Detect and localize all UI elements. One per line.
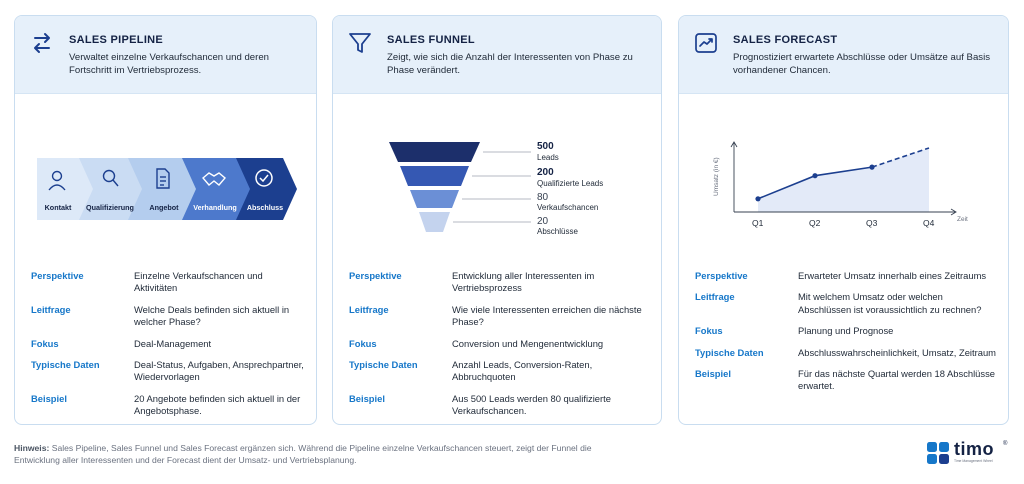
row-value: Entwicklung aller Interessenten im Vertriebsprozess bbox=[452, 270, 595, 294]
pipeline-stage-label: Angebot bbox=[149, 203, 179, 212]
row-value: Aus 500 Leads werden 80 qualifizierte Verkaufschancen. bbox=[452, 392, 611, 417]
data-point bbox=[755, 196, 760, 201]
funnel-stage-qualified bbox=[400, 166, 469, 186]
row-key: Fokus bbox=[349, 337, 377, 349]
row-value: 20 Angebote befinden sich aktuell in der Angebotsphase. bbox=[134, 392, 301, 417]
row-value: Anzahl Leads, Conversion-Raten, Abbruchquoten bbox=[452, 359, 593, 383]
footer-label: Hinweis: bbox=[14, 443, 50, 453]
x-tick-label: Q4 bbox=[923, 218, 935, 228]
row-value: Wie viele Interessenten erreichen die nächste Phase? bbox=[452, 303, 642, 328]
info-row bbox=[31, 393, 306, 418]
card-header bbox=[333, 16, 661, 94]
row-key: Leitfrage bbox=[31, 303, 71, 315]
row-key: Typische Daten bbox=[349, 359, 418, 371]
row-value: Abschlusswahrscheinlichkeit, Umsatz, Zeitraum bbox=[798, 346, 996, 358]
swap-arrows-icon bbox=[29, 30, 55, 56]
info-row bbox=[695, 368, 998, 393]
row-key: Typische Daten bbox=[31, 359, 100, 371]
info-row bbox=[349, 270, 651, 295]
row-value: Erwarteter Umsatz innerhalb eines Zeitraums bbox=[798, 270, 987, 281]
logo-registered-mark: ® bbox=[1003, 441, 1008, 447]
sales-pipeline-card bbox=[14, 15, 317, 425]
row-key: Typische Daten bbox=[695, 346, 764, 358]
pipeline-stage-label: Verhandlung bbox=[193, 203, 237, 212]
funnel-value: 80 bbox=[537, 192, 549, 203]
footer-note bbox=[14, 442, 614, 467]
info-row bbox=[695, 347, 998, 359]
row-value: Planung und Prognose bbox=[798, 325, 894, 337]
row-key: Leitfrage bbox=[695, 291, 735, 303]
info-table bbox=[31, 270, 306, 425]
info-table bbox=[695, 270, 998, 402]
row-key: Fokus bbox=[31, 337, 59, 349]
card-header bbox=[679, 16, 1008, 94]
row-key: Perspektive bbox=[31, 270, 84, 281]
row-value: Conversion und Mengenentwicklung bbox=[452, 337, 604, 349]
card-description: Zeigt, wie sich die Anzahl der Interessenten von Phase zu Phase verändert. bbox=[387, 52, 633, 76]
card-title: SALES FUNNEL bbox=[387, 34, 475, 46]
row-value: Für das nächste Quartal werden 18 Abschlüsse erwartet. bbox=[798, 368, 995, 392]
info-row bbox=[349, 338, 651, 350]
row-value: Deal-Status, Aufgaben, Ansprechpartner, Wiedervorlagen bbox=[134, 359, 304, 383]
pipeline-diagram bbox=[15, 108, 316, 258]
funnel-label: Leads bbox=[537, 153, 559, 162]
funnel-diagram bbox=[333, 108, 661, 258]
pipeline-stage-label: Abschluss bbox=[246, 203, 284, 212]
card-description: Verwaltet einzelne Verkaufschancen und deren Fortschritt im Vertriebsprozess. bbox=[69, 52, 270, 76]
row-key: Beispiel bbox=[31, 392, 67, 404]
logo-tagline: Time Management Wheel bbox=[954, 459, 993, 463]
funnel-label: Qualifizierte Leads bbox=[537, 179, 604, 188]
card-title: SALES FORECAST bbox=[733, 34, 838, 46]
row-key: Beispiel bbox=[349, 392, 385, 404]
info-row bbox=[695, 291, 998, 316]
data-point bbox=[869, 165, 874, 170]
pipeline-stage-label: Qualifizierung bbox=[86, 203, 134, 212]
row-key: Fokus bbox=[695, 325, 723, 337]
info-table bbox=[349, 270, 651, 425]
funnel-value: 20 bbox=[537, 216, 549, 227]
info-row bbox=[349, 393, 651, 418]
x-tick-label: Q2 bbox=[809, 218, 821, 228]
card-header bbox=[15, 16, 316, 94]
info-row bbox=[349, 359, 651, 384]
card-description: Prognostiziert erwartete Abschlüsse oder Umsätze auf Basis vorhandener Chancen. bbox=[733, 52, 991, 76]
info-row bbox=[31, 304, 306, 329]
row-key: Beispiel bbox=[695, 368, 731, 380]
row-value: Einzelne Verkaufschancen und Aktivitäten bbox=[134, 270, 263, 294]
info-row bbox=[31, 338, 306, 350]
info-row bbox=[695, 270, 998, 282]
timo-logo-mark-icon bbox=[926, 441, 950, 465]
info-row bbox=[31, 359, 306, 384]
info-row bbox=[349, 304, 651, 329]
forecast-area bbox=[758, 148, 929, 212]
x-axis-label: Zeit bbox=[957, 216, 968, 223]
row-key: Perspektive bbox=[695, 270, 748, 281]
y-axis-label: Umsatz (in €) bbox=[713, 157, 720, 196]
data-point bbox=[812, 173, 817, 178]
funnel-stage-deals bbox=[419, 212, 450, 232]
row-value: Deal-Management bbox=[134, 337, 212, 349]
x-tick-label: Q3 bbox=[866, 218, 878, 228]
row-value: Welche Deals befinden sich aktuell in welcher Phase? bbox=[134, 303, 290, 328]
row-value: Mit welchem Umsatz oder welchen Abschlüssen ist voraussichtlich zu rechnen? bbox=[798, 291, 982, 315]
funnel-stage-leads bbox=[389, 142, 480, 162]
trend-chart-icon bbox=[693, 30, 719, 56]
info-row bbox=[695, 325, 998, 337]
row-key: Leitfrage bbox=[349, 303, 389, 315]
logo-wordmark: timo bbox=[954, 439, 994, 459]
card-title: SALES PIPELINE bbox=[69, 34, 164, 46]
funnel-icon bbox=[347, 30, 373, 56]
funnel-value: 500 bbox=[537, 141, 554, 152]
sales-funnel-card bbox=[332, 15, 662, 425]
row-key: Perspektive bbox=[349, 270, 402, 281]
footer-text: Sales Pipeline, Sales Funnel und Sales Forecast ergänzen sich. Während die Pipeline einzelne Verkaufschancen steuert, zeigt der Funnel die Entwicklung aller Interessenten und der Forecast dient der Umsatz- und Vertriebsplanung. bbox=[14, 443, 592, 466]
x-tick-label: Q1 bbox=[752, 218, 764, 228]
info-row bbox=[31, 270, 306, 295]
pipeline-stage-label: Kontakt bbox=[44, 203, 72, 212]
funnel-label: Verkaufschancen bbox=[537, 203, 599, 212]
forecast-chart bbox=[679, 108, 1008, 258]
funnel-value: 200 bbox=[537, 167, 554, 178]
timo-logo bbox=[926, 441, 1016, 465]
funnel-stage-opportunities bbox=[410, 190, 459, 208]
funnel-label: Abschlüsse bbox=[537, 227, 578, 236]
sales-forecast-card bbox=[678, 15, 1009, 425]
